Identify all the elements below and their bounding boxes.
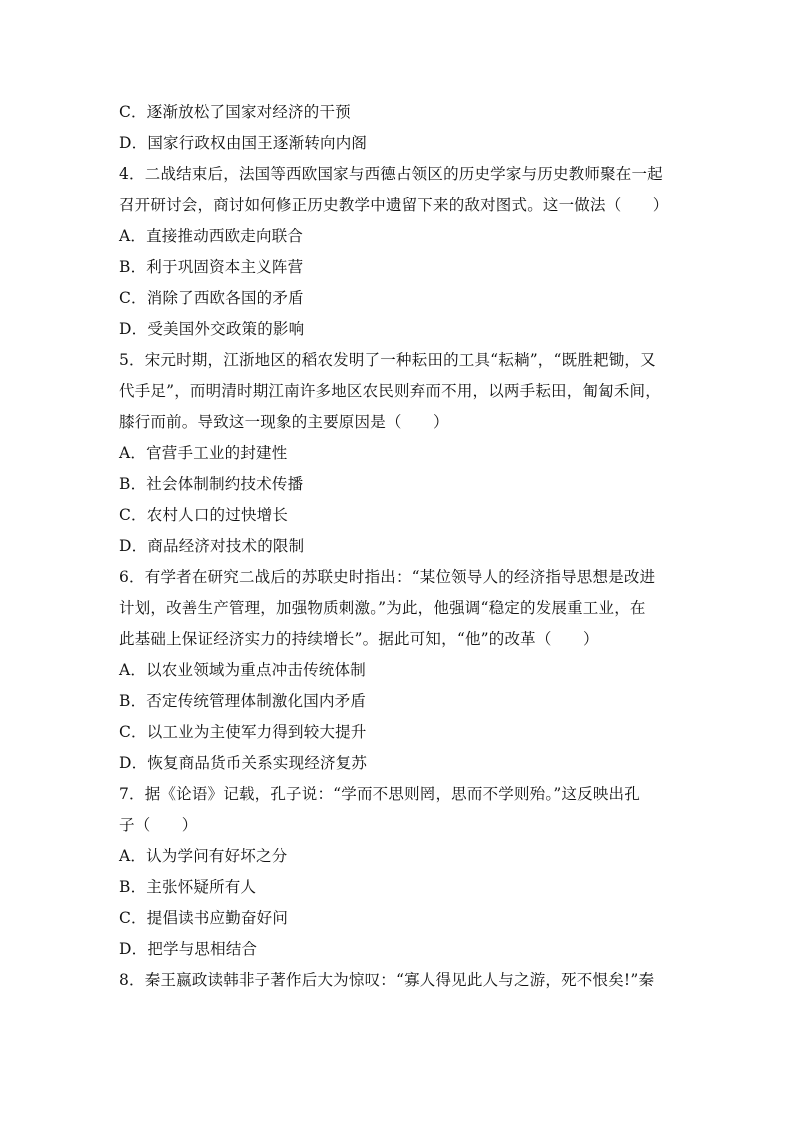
option-d-q4: D．受美国外交政策的影响 xyxy=(119,320,305,338)
question-6-stem-line-2: 计划，改善生产管理，加强物质刺激。”为此，他强调“稳定的发展重工业，在 xyxy=(119,599,646,617)
option-d-q7: D．把学与思相结合 xyxy=(119,940,258,958)
option-a-q5: A．官营手工业的封建性 xyxy=(119,444,288,462)
option-b-q5: B．社会体制制约技术传播 xyxy=(119,475,304,493)
option-c-q6: C．以工业为主使军力得到较大提升 xyxy=(119,723,367,741)
question-7-stem-line-2: 子（ ） xyxy=(119,816,198,834)
option-c-q4: C．消除了西欧各国的矛盾 xyxy=(119,289,304,307)
question-5-stem-line-1: 5．宋元时期，江浙地区的稻农发明了一种耘田的工具“耘耥”，“既胜耙锄，又 xyxy=(119,351,656,369)
question-4-stem-line-1: 4．二战结束后，法国等西欧国家与西德占领区的历史学家与历史教师聚在一起 xyxy=(119,165,663,183)
question-7-stem-line-1: 7．据《论语》记载，孔子说：“学而不思则罔，思而不学则殆。”这反映出孔 xyxy=(119,785,640,803)
option-d-q5: D．商品经济对技术的限制 xyxy=(119,537,305,555)
option-c-q7: C．提倡读书应勤奋好问 xyxy=(119,909,289,927)
option-d-q3: D．国家行政权由国王逐渐转向内阁 xyxy=(119,134,368,152)
question-6-stem-line-3: 此基础上保证经济实力的持续增长”。据此可知，“他”的改革（ ） xyxy=(119,630,599,648)
option-a-q4: A．直接推动西欧走向联合 xyxy=(119,227,304,245)
question-text-block xyxy=(119,97,679,996)
option-b-q4: B．利于巩固资本主义阵营 xyxy=(119,258,304,276)
question-5-stem-line-3: 膝行而前。导致这一现象的主要原因是（ ） xyxy=(119,413,449,431)
question-6-stem-line-1: 6．有学者在研究二战后的苏联史时指出：“某位领导人的经济指导思想是改进 xyxy=(119,568,656,586)
option-b-q6: B．否定传统管理体制激化国内矛盾 xyxy=(119,692,367,710)
question-8-stem-line-1: 8．秦王嬴政读韩非子著作后大为惊叹：“寡人得见此人与之游，死不恨矣!”秦 xyxy=(119,971,655,989)
option-a-q6: A．以农业领域为重点冲击传统体制 xyxy=(119,661,366,679)
option-a-q7: A．认为学问有好坏之分 xyxy=(119,847,288,865)
option-b-q7: B．主张怀疑所有人 xyxy=(119,878,257,896)
question-4-stem-line-2: 召开研讨会，商讨如何修正历史教学中遗留下来的敌对图式。这一做法（ ） xyxy=(119,196,669,214)
option-d-q6: D．恢复商品货币关系实现经济复苏 xyxy=(119,754,368,772)
question-5-stem-line-2: 代手足”，而明清时期江南许多地区农民则弃而不用，以两手耘田，匍匐禾间， xyxy=(119,382,661,400)
option-c-q5: C．农村人口的过快增长 xyxy=(119,506,289,524)
option-c-q3: C．逐渐放松了国家对经济的干预 xyxy=(119,103,351,121)
